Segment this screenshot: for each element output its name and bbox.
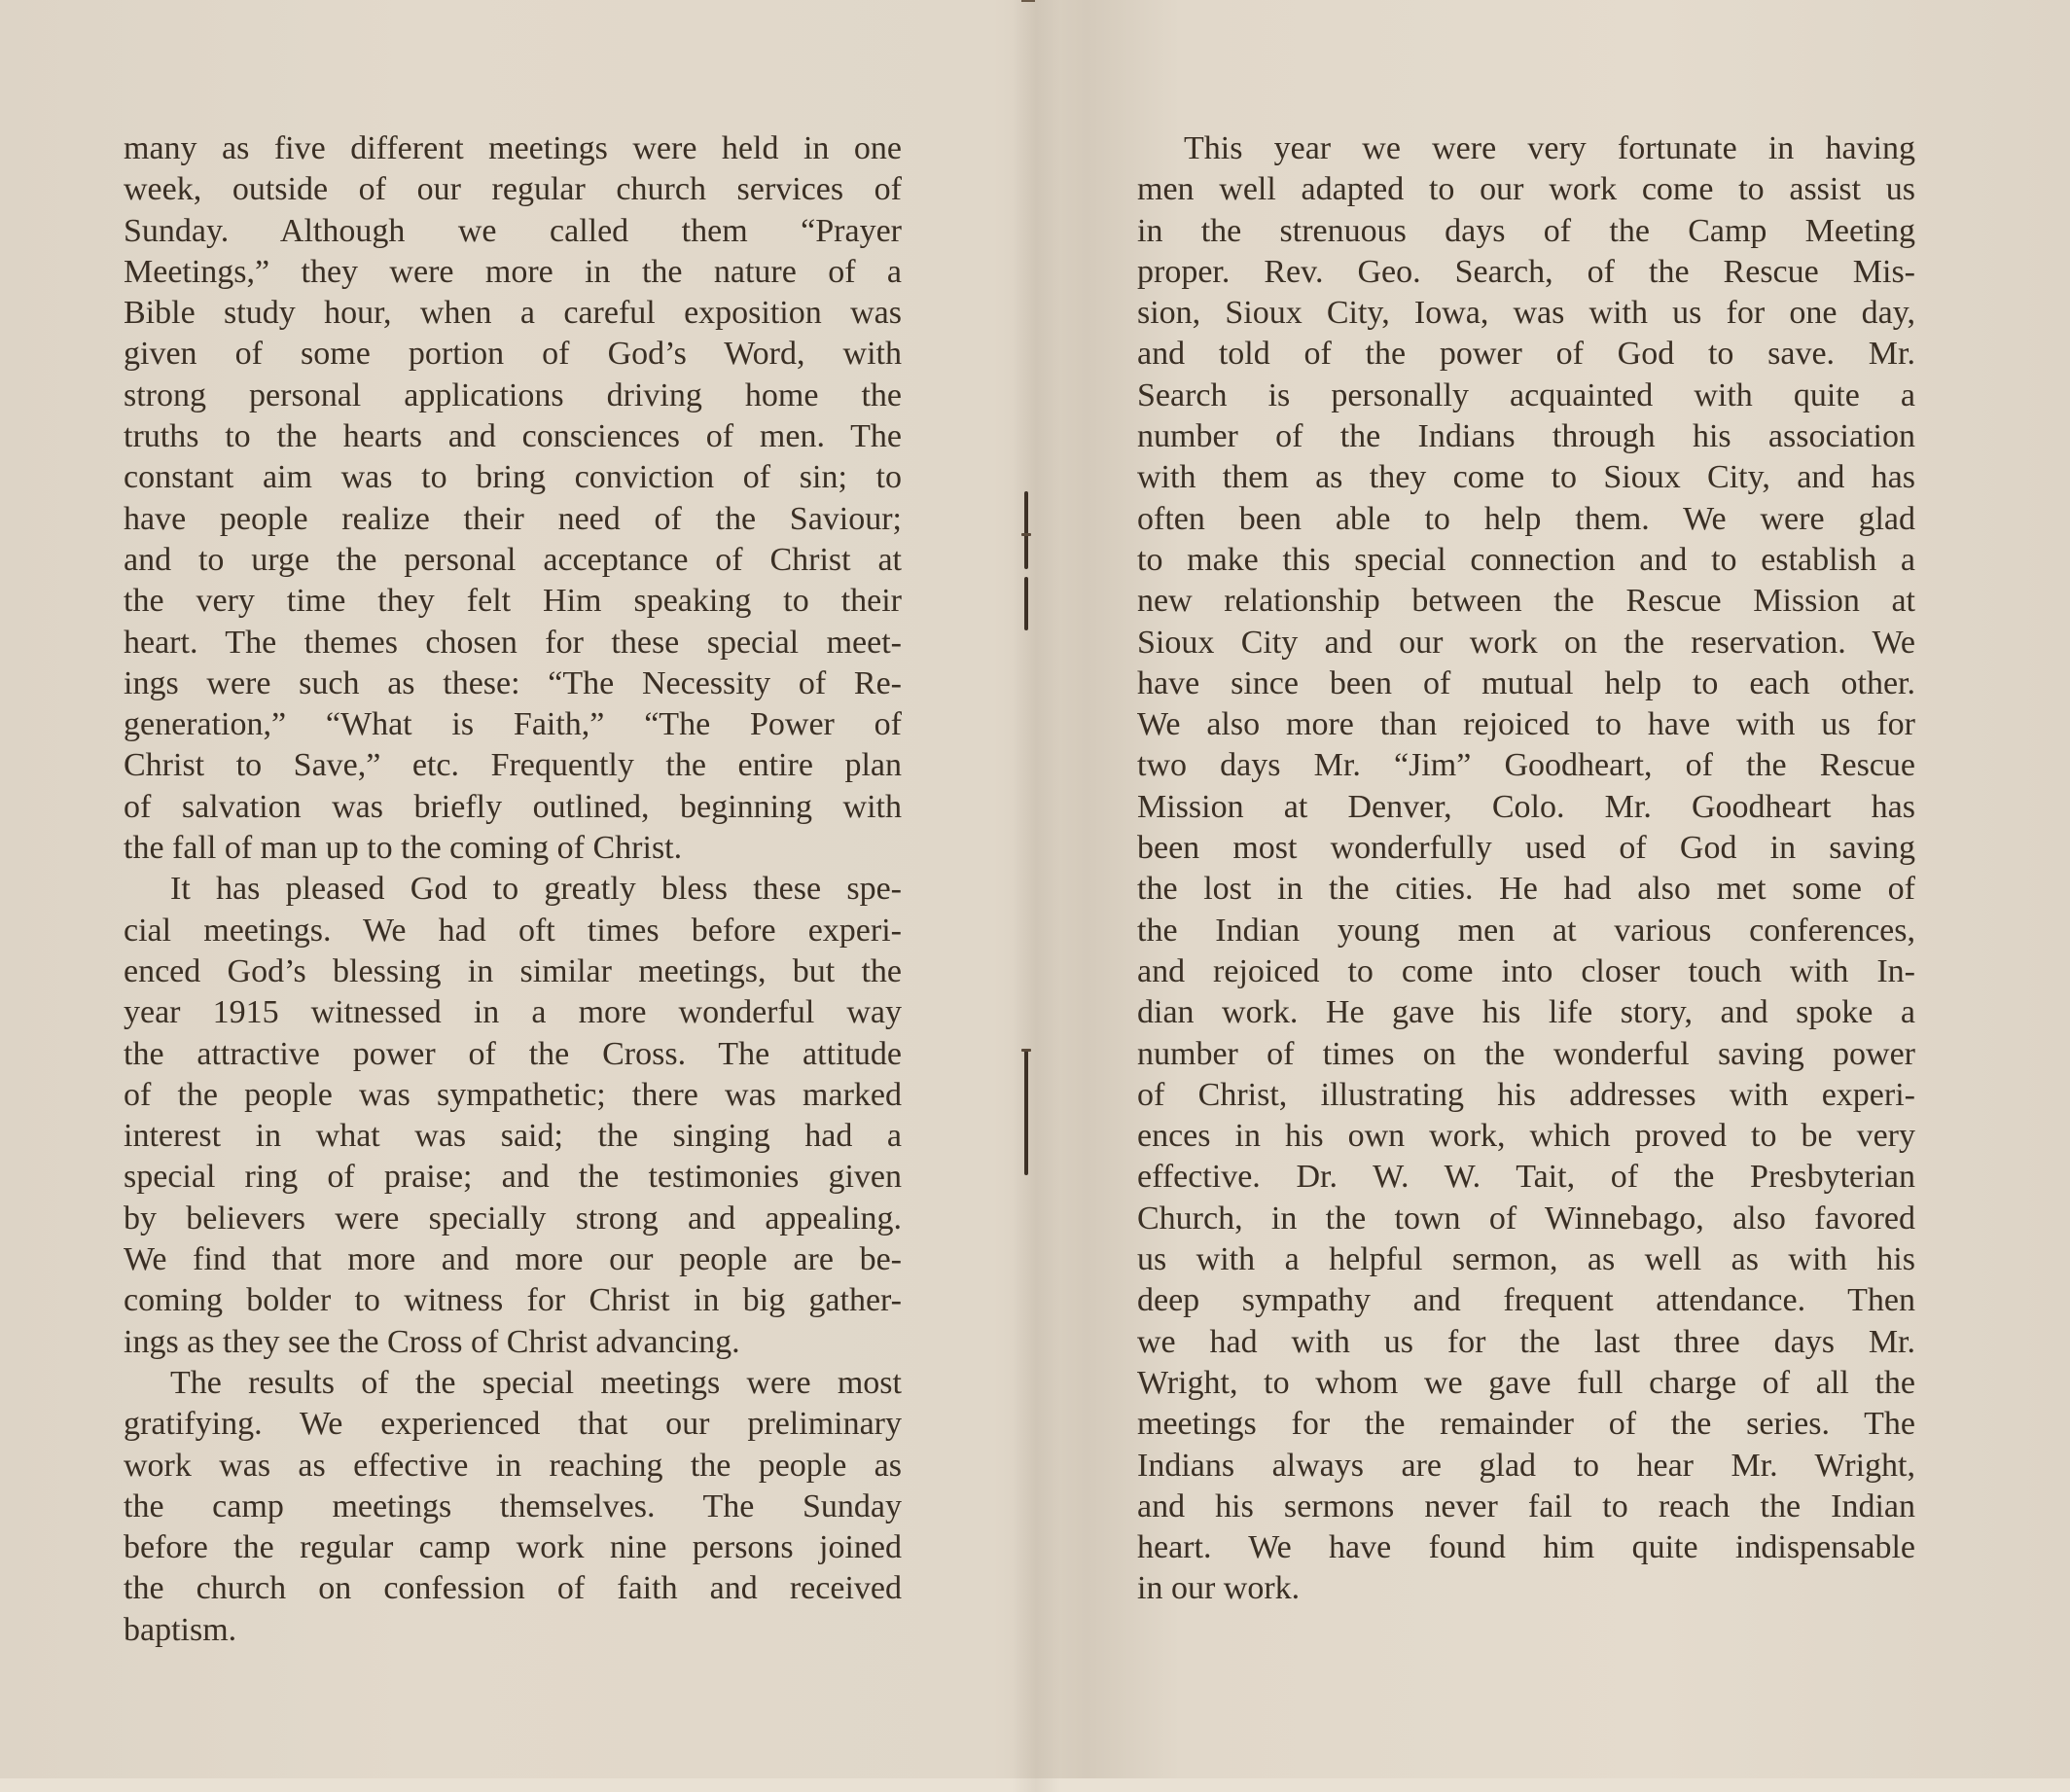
paragraph-start-line: The results of the special meetings were most: [170, 1364, 902, 1401]
text-line: the attractive power of the Cross. The attitude: [124, 1035, 902, 1072]
text-line: Christ to Save,” etc. Frequently the entire plan: [124, 747, 902, 784]
text-line: ings as they see the Cross of Christ advancing.: [124, 1323, 740, 1360]
text-line: heart. We have found him quite indispensable: [1137, 1529, 1915, 1566]
text-line: Church, in the town of Winnebago, also favored: [1137, 1200, 1915, 1236]
text-line: new relationship between the Rescue Mission at: [1137, 583, 1915, 620]
text-line: Wright, to whom we gave full charge of all the: [1137, 1364, 1915, 1401]
text-line: Sioux City and our work on the reservation. We: [1137, 624, 1915, 661]
text-line: given of some portion of God’s Word, with: [124, 336, 902, 373]
text-line: number of times on the wonderful saving power: [1137, 1035, 1915, 1072]
text-line: in the strenuous days of the Camp Meeting: [1137, 212, 1915, 249]
text-line: cial meetings. We had oft times before experi-: [124, 912, 902, 949]
text-line: effective. Dr. W. W. Tait, of the Presbyterian: [1137, 1159, 1915, 1196]
fold-top-mark: [1021, 0, 1035, 2]
text-line: Search is personally acquainted with quite a: [1137, 376, 1915, 413]
text-line: deep sympathy and frequent attendance. Then: [1137, 1282, 1915, 1319]
text-line: and his sermons never fail to reach the Indian: [1137, 1487, 1915, 1524]
text-line: truths to the hearts and consciences of men. The: [124, 418, 902, 455]
text-line: the Indian young men at various conferences,: [1137, 912, 1915, 949]
text-line: of Christ, illustrating his addresses with experi-: [1137, 1076, 1915, 1113]
text-line: number of the Indians through his association: [1137, 418, 1915, 455]
binding-stitch: [1024, 1049, 1028, 1175]
binding-stitch: [1024, 577, 1028, 630]
text-line: many as five different meetings were held in one: [124, 130, 902, 166]
text-line: with them as they come to Sioux City, and has: [1137, 459, 1915, 496]
text-line: have people realize their need of the Saviour;: [124, 500, 902, 537]
text-line: constant aim was to bring conviction of sin; to: [124, 459, 902, 496]
text-line: before the regular camp work nine persons joined: [124, 1529, 902, 1566]
text-line: special ring of praise; and the testimonies given: [124, 1159, 902, 1196]
text-line: gratifying. We experienced that our preliminary: [124, 1406, 902, 1443]
text-line: week, outside of our regular church services of: [124, 171, 902, 208]
text-line: We also more than rejoiced to have with us for: [1137, 706, 1915, 743]
text-line: ences in his own work, which proved to be very: [1137, 1118, 1915, 1155]
text-line: and rejoiced to come into closer touch with In-: [1137, 952, 1915, 989]
text-line: have since been of mutual help to each other.: [1137, 664, 1915, 701]
stitch-hole: [1021, 533, 1031, 536]
text-line: enced God’s blessing in similar meetings, but the: [124, 952, 902, 989]
text-line: year 1915 witnessed in a more wonderful way: [124, 994, 902, 1031]
right-page-text: [1137, 128, 1915, 1610]
left-page-text: [124, 128, 902, 1651]
text-line: strong personal applications driving home the: [124, 376, 902, 413]
text-line: of the people was sympathetic; there was marked: [124, 1076, 902, 1113]
text-line: Mission at Denver, Colo. Mr. Goodheart has: [1137, 788, 1915, 825]
text-line: and to urge the personal acceptance of Christ at: [124, 541, 902, 578]
text-line: and told of the power of God to save. Mr.: [1137, 336, 1915, 373]
text-line: men well adapted to our work come to assist us: [1137, 171, 1915, 208]
text-line: the church on confession of faith and received: [124, 1570, 902, 1607]
text-line: the camp meetings themselves. The Sunday: [124, 1487, 902, 1524]
text-line: sion, Sioux City, Iowa, was with us for one day,: [1137, 295, 1915, 332]
text-line: dian work. He gave his life story, and spoke a: [1137, 994, 1915, 1031]
text-line: ings were such as these: “The Necessity of Re-: [124, 664, 902, 701]
text-line: the lost in the cities. He had also met some of: [1137, 871, 1915, 908]
text-line: often been able to help them. We were glad: [1137, 500, 1915, 537]
text-line: Bible study hour, when a careful exposition was: [124, 295, 902, 332]
text-line: coming bolder to witness for Christ in big gather-: [124, 1282, 902, 1319]
paragraph-start-line: It has pleased God to greatly bless these spe-: [170, 871, 902, 908]
text-line: We find that more and more our people are be-: [124, 1241, 902, 1278]
text-line: been most wonderfully used of God in saving: [1137, 830, 1915, 867]
text-line: work was as effective in reaching the people as: [124, 1447, 902, 1484]
text-line: the fall of man up to the coming of Christ.: [124, 830, 683, 867]
text-line: heart. The themes chosen for these special meet-: [124, 624, 902, 661]
paragraph-start-line: This year we were very fortunate in having: [1184, 130, 1915, 166]
text-line: of salvation was briefly outlined, beginning with: [124, 788, 902, 825]
text-line: Indians always are glad to hear Mr. Wright,: [1137, 1447, 1915, 1484]
text-line: meetings for the remainder of the series. The: [1137, 1406, 1915, 1443]
text-line: interest in what was said; the singing had a: [124, 1118, 902, 1155]
center-fold: [1012, 0, 1060, 1792]
text-line: generation,” “What is Faith,” “The Power of: [124, 706, 902, 743]
text-line: us with a helpful sermon, as well as with his: [1137, 1241, 1915, 1278]
text-line: Meetings,” they were more in the nature of a: [124, 253, 902, 290]
text-line: the very time they felt Him speaking to their: [124, 583, 902, 620]
text-line: Sunday. Although we called them “Prayer: [124, 212, 902, 249]
text-line: proper. Rev. Geo. Search, of the Rescue Mis-: [1137, 253, 1915, 290]
binding-stitch: [1024, 491, 1028, 569]
text-line: by believers were specially strong and appealing.: [124, 1200, 902, 1236]
text-line: we had with us for the last three days Mr.: [1137, 1323, 1915, 1360]
stitch-hole: [1021, 1049, 1031, 1052]
text-line: two days Mr. “Jim” Goodheart, of the Rescue: [1137, 747, 1915, 784]
text-line: baptism.: [124, 1611, 237, 1648]
text-line: to make this special connection and to establish a: [1137, 541, 1915, 578]
text-line: in our work.: [1137, 1570, 1301, 1607]
